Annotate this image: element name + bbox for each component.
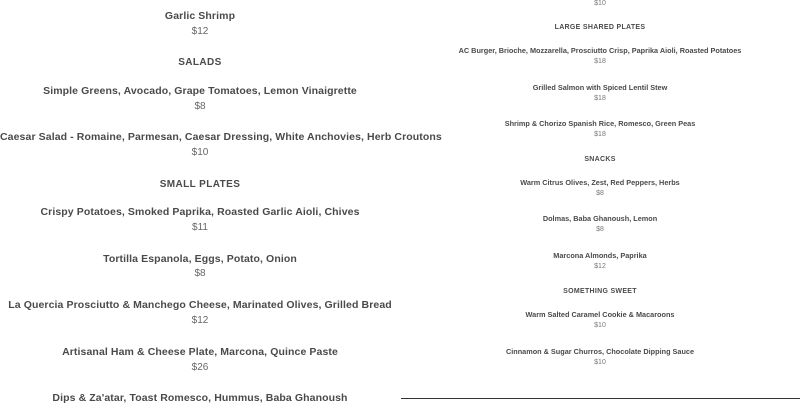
section-heading-snacks: SNACKS — [584, 156, 616, 163]
menu-item-price: $8 — [596, 190, 604, 197]
section-heading-salads: SALADS — [178, 57, 222, 68]
menu-item-name: Shrimp & Chorizo Spanish Rice, Romesco, Green Peas — [504, 119, 696, 128]
menu-item-price: $10 — [594, 359, 606, 366]
menu-item-price: $11 — [192, 222, 208, 233]
menu-item-price: $8 — [596, 226, 604, 233]
menu-right-column — [400, 0, 800, 400]
menu-item-price: $8 — [194, 268, 206, 279]
menu-item-name: Grilled Salmon with Spiced Lentil Stew — [532, 83, 668, 92]
menu-item-price: $10 — [594, 0, 606, 7]
menu-item-price: $18 — [594, 131, 606, 138]
section-heading-small-plates: SMALL PLATES — [159, 179, 241, 190]
menu-item-name: Caesar Salad - Romaine, Parmesan, Caesar Dressing, White Anchovies, Herb Croutons — [0, 131, 442, 143]
menu-item-price: $8 — [194, 101, 206, 112]
menu-item-price: $10 — [594, 322, 606, 329]
menu-item-name: Cinnamon & Sugar Churros, Chocolate Dipping Sauce — [505, 347, 695, 356]
menu-item-name: La Quercia Prosciutto & Manchego Cheese, Marinated Olives, Grilled Bread — [8, 299, 392, 311]
bottom-divider — [401, 398, 800, 399]
menu-item-name: Tortilla Espanola, Eggs, Potato, Onion — [103, 253, 297, 265]
menu-item-name: Dips & Za'atar, Toast Romesco, Hummus, Baba Ghanoush — [52, 392, 348, 404]
menu-item-name: Garlic Shrimp — [164, 10, 236, 22]
menu-item-price: $12 — [594, 263, 606, 270]
menu-item-name: Artisanal Ham & Cheese Plate, Marcona, Quince Paste — [62, 346, 338, 358]
menu-item-name: Crispy Potatoes, Smoked Paprika, Roasted Garlic Aioli, Chives — [40, 206, 360, 218]
menu-item-name: Simple Greens, Avocado, Grape Tomatoes, Lemon Vinaigrette — [43, 85, 357, 97]
menu-item-price: $12 — [191, 315, 209, 326]
menu-item-name: Dolmas, Baba Ghanoush, Lemon — [542, 214, 658, 223]
menu-item-price: $18 — [594, 95, 606, 102]
menu-item-price: $26 — [191, 362, 209, 373]
menu-item-price: $12 — [191, 26, 209, 37]
section-heading-large-shared-plates: LARGE SHARED PLATES — [554, 24, 646, 31]
menu-item-name: Warm Salted Caramel Cookie & Macaroons — [525, 310, 675, 319]
menu-item-price: $10 — [191, 147, 209, 158]
menu-item-name: AC Burger, Brioche, Mozzarella, Prosciutto Crisp, Paprika Aioli, Roasted Potatoes — [458, 46, 742, 55]
menu-item-name: Warm Citrus Olives, Zest, Red Peppers, Herbs — [520, 178, 680, 187]
menu-item-price: $18 — [594, 58, 606, 65]
menu-item-name: Marcona Almonds, Paprika — [553, 251, 647, 260]
section-heading-something-sweet: SOMETHING SWEET — [563, 288, 637, 295]
